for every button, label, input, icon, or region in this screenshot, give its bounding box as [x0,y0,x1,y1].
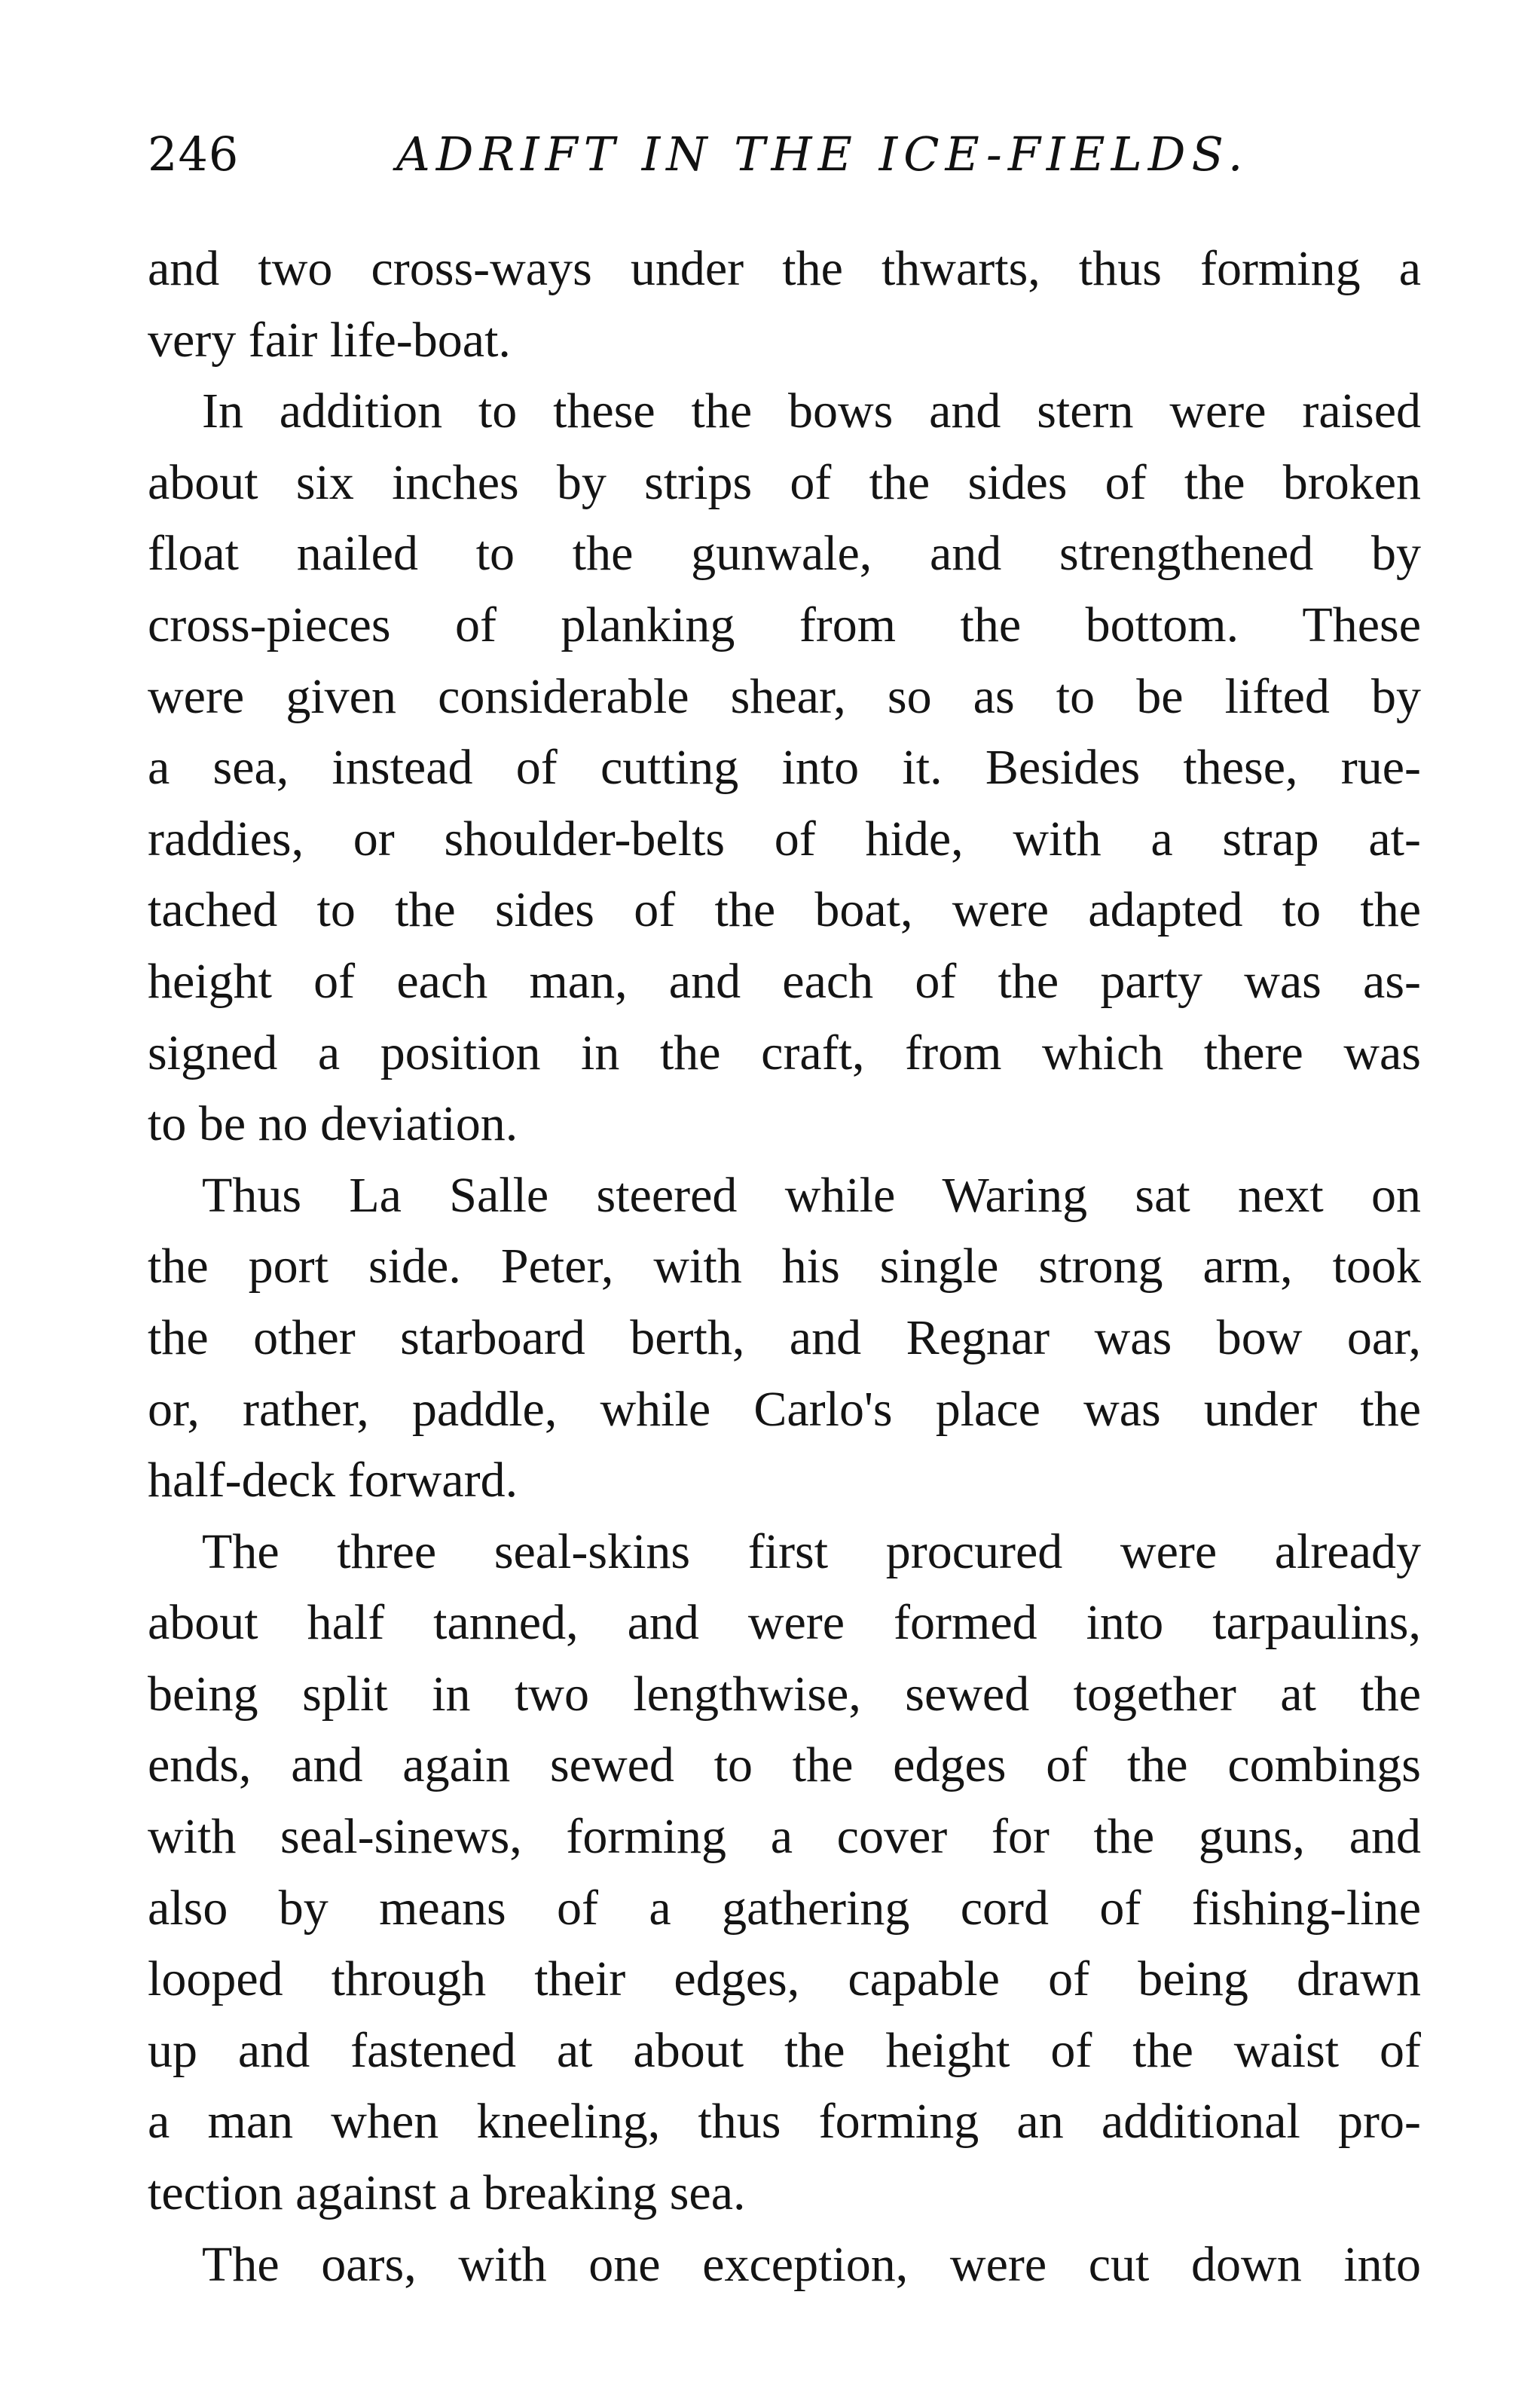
text-line: Thus La Salle steered while Waring sat next on [202,1167,1421,1223]
text-line: being split in two lengthwise, sewed together at the [148,1666,1421,1722]
text-line: tection against a breaking sea. [148,2165,746,2221]
text-line: height of each man, and each of the party was as- [148,953,1421,1009]
text-line: to be no deviation. [148,1096,518,1152]
paragraph [148,1160,1421,1517]
text-line: The oars, with one exception, were cut down into [202,2236,1421,2292]
text-line: very fair life-boat. [148,312,511,368]
paragraph [148,1517,1421,2229]
text-line: up and fastened at about the height of the waist of [148,2022,1421,2078]
body-text [148,234,1421,2300]
paragraph [148,2229,1421,2301]
text-line: were given considerable shear, so as to be lifted by [148,668,1421,724]
page-number: 246 [148,127,240,182]
text-line: tached to the sides of the boat, were adapted to the [148,882,1421,938]
text-line: cross-pieces of planking from the bottom. These [148,597,1421,652]
text-line: and two cross-ways under the thwarts, thus forming a [148,241,1421,296]
text-line: about half tanned, and were formed into tarpaulins, [148,1595,1421,1651]
text-line: the other starboard berth, and Regnar was bow oar, [148,1309,1421,1365]
text-line: the port side. Peter, with his single strong arm, took [148,1239,1421,1294]
text-line: In addition to these the bows and stern were raised [202,384,1421,439]
text-line: raddies, or shoulder-belts of hide, with a strap at- [148,811,1421,866]
running-title: ADRIFT IN THE ICE-FIELDS. [396,127,1249,182]
text-line: signed a position in the craft, from which there was [148,1025,1421,1080]
text-line: looped through their edges, capable of being drawn [148,1951,1421,2007]
text-line: a man when kneeling, thus forming an additional pro- [148,2094,1421,2150]
page-header [148,127,1421,202]
text-line: The three seal-skins first procured were already [202,1523,1421,1579]
text-line: half-deck forward. [148,1453,518,1508]
text-line: with seal-sinews, forming a cover for the guns, and [148,1809,1421,1865]
text-line: about six inches by strips of the sides of the broken [148,454,1421,510]
paragraph [148,234,1421,376]
text-line: ends, and again sewed to the edges of the combings [148,1737,1421,1793]
paragraph [148,376,1421,1160]
text-line: also by means of a gathering cord of fishing-line [148,1880,1421,1936]
text-line: or, rather, paddle, while Carlo's place was under the [148,1381,1421,1437]
text-line: float nailed to the gunwale, and strengthened by [148,526,1421,582]
text-line: a sea, instead of cutting into it. Besides these, rue- [148,740,1421,796]
